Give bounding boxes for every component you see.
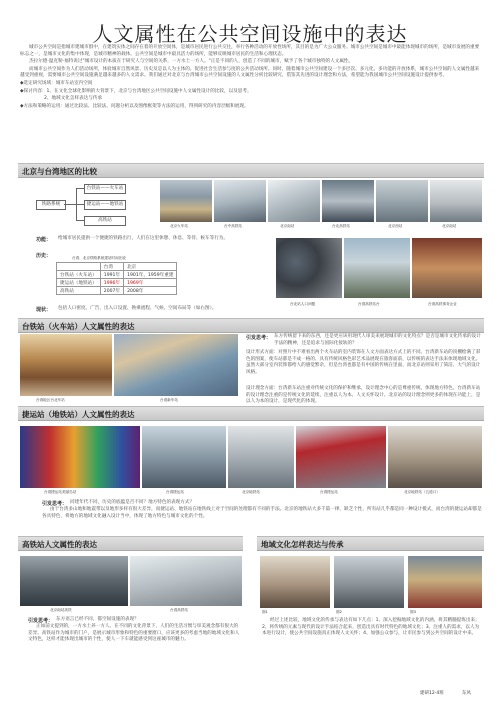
photo-caption: 台湾高铁站台: [358, 302, 380, 306]
station-photo: [20, 556, 128, 606]
photo-caption: 北京南站高铁: [50, 608, 72, 612]
section-title: 地域文化怎样表达与传承: [261, 540, 344, 549]
intro-bullet: 2、地域文化怎样表达与传承: [44, 96, 103, 102]
photo-caption: 台湾高铁站: [170, 608, 188, 612]
question-label: 引发思考：: [42, 501, 68, 507]
station-photo: [296, 426, 386, 488]
photo-caption: 北京南站: [442, 224, 457, 228]
station-photo: [388, 426, 482, 488]
section-text: 经过上述比较，地域文化的传承与表达有如下几点：1、深入挖掘地域文化的内涵，将其精髓提炼出来；2、将传统的元素与现代的设计手法结合起来，创造出具有时代特色的地域文化；3、注重人的需求，以人为本进行设计，使公共空间设施真正体现人文关怀；4、加强公众参与，让市民参与到公共空间的设计中来。: [262, 618, 480, 637]
section-title: 捷运站（地铁站）人文属性的表达: [22, 410, 135, 419]
station-photo: [376, 180, 428, 222]
question-text: 东方语言已经不同，都空间设施的表现？: [56, 617, 139, 622]
station-photo: [214, 180, 266, 222]
example-photo: [408, 556, 482, 608]
design-concept-text: 设计理念方面：台湾新车站注重对传统文化的保护和继承，设计理念中心的是尊重传统，体现地方特色。台湾新车站的设计理念注重的是传统文化的延续，注重以人为本、人文关怀设计。北京站的设计理念则更多的体现在功能上，是以人为本的设计，是现代化的体现。: [246, 386, 481, 405]
table-cell: 1901年，1959年重建: [124, 271, 177, 279]
station-photo: [268, 180, 320, 222]
station-photo: [20, 426, 140, 488]
photo-caption: 北京地铁站（五道口）: [404, 490, 440, 494]
section-title: 北京与台湾地区的比较: [22, 167, 97, 176]
intro-bullet: ◆方法和策略的运用：通过比较法、比较法、问题分析以及图像框架等方法的运用，得到研究的内容层级和展现。: [20, 103, 249, 109]
section-bar: [18, 318, 484, 333]
photo-caption: 台湾地区台北车站: [36, 398, 65, 402]
photo-caption: 台北站人口问题: [290, 302, 316, 306]
history-table: [56, 262, 177, 295]
footer-class: 建研12-4班: [420, 691, 444, 696]
station-photo: [114, 334, 238, 396]
photo-caption: 北京南站: [280, 224, 295, 228]
example-photo: [260, 556, 330, 608]
intro-paragraph: 而城市公共空间作为人们活动场所，体验城市自然风景、历史及是以人为主体的。促进社会生活参与度的公共活动场所。同时，随着城市公共空间建设一个多层次、多元化、多功能的开放体系，城市公共空间的人文属性越来越受到重视，需要城市公共空间设施满足越来越多的人文需求。我们通过对北京与台湾城市公共空间设施的人文属性分析比较研究，借鉴其先进的设计理念和方法，希望能为我国城市公共空间设施设计提供参考。: [20, 66, 480, 79]
photo-caption: 台中高铁站: [224, 224, 242, 228]
diagram-node: 捷运站——地铁站: [84, 200, 126, 210]
scope-text: 包括人口密度、广告、出入口设置、换乘流程、气候、空间布局等（如右图）。: [58, 306, 217, 311]
function-label: 功能：: [36, 237, 52, 243]
question-text: 东方传统留下来的东西，还是更应该用现代人审美来展现城市的文化特点？是否是城市文化传承的设计手法的精神，还是追求与国际化接轨的？: [274, 334, 481, 346]
scope-label: 现状：: [36, 307, 52, 313]
table-header: 北京: [124, 263, 177, 271]
station-photo: [344, 238, 410, 298]
photo-caption: 图2: [336, 610, 342, 614]
table-cell: 捷运站（地铁站）: [57, 279, 101, 287]
table-cell: 1969年: [124, 279, 177, 287]
section-bar: [18, 536, 243, 551]
station-photo: [130, 556, 242, 606]
photo-caption: 北京地铁站: [242, 490, 260, 494]
section-bar: [18, 163, 484, 178]
photo-caption: 台湾高铁事务企业: [428, 302, 457, 306]
section-bar: [257, 536, 484, 551]
history-note: 台湾、北京铁路系统建站时间比较: [72, 256, 126, 260]
history-label: 历史：: [36, 253, 52, 259]
table-row: [57, 279, 177, 287]
table-row: [57, 287, 177, 295]
function-text: 给城市居民提供一个便捷的铁路出行，人们在这里休憩、休息、等待、候车等行为。: [58, 236, 228, 241]
diagram-node: 台铁站——火车站: [84, 184, 126, 194]
section-text: 正如前文提到的，一方水土养一方人。在不同的文化背景下，人们的生活习惯与审美观念都有很大的差异。高铁站作为城市的门户，是展示城市形象和特色的重要窗口，应该更多的考虑当地的地域文化和人文特色，这样才能体现出城市的个性，使人一下车就能感受到这座城市的魅力。: [28, 624, 240, 643]
photo-caption: 台湾捷运站: [320, 490, 338, 494]
station-photo: [142, 426, 226, 488]
diagram-root: 铁路系统: [36, 200, 66, 210]
table-cell: 1996年: [100, 279, 123, 287]
diagram-node: 高铁站: [84, 216, 126, 226]
photo-caption: 图3: [410, 610, 416, 614]
page-title: 人文属性在公共空间设施中的表达: [92, 22, 408, 46]
intro-text: [20, 45, 482, 111]
section-text: 由于台湾多山地和地震带以及地形多样有很大差异，而捷运站、地铁站在地铁线上对于空间的处理都有不同的手法。北京的地铁站大多千篇一律，缺乏个性，所有站几乎都是同一种设计模式，而台湾的捷运站却都是各具特色，将地方的地域文化融入设计当中，体现了地方特色与城市文化的个性。: [42, 507, 482, 519]
intro-bullet: ◆选定研究场域：城市车站室内空间: [20, 80, 93, 86]
intro-paragraph: 城市公共空间是指城市建城市群中，在建筑实体之间存在着的开放空间体，是城市居民进行公共交往，举行各种活动的开放性场所，其目的是为广大公众服务。城市公共空间是城市中最能体现城市的场所，是城市发展的重要标志之一，是城市文化的集中体现，是城市精神的载体。公共空间是城市中最具活力的场所，能够反映城市居民的生活和心理状态。: [20, 45, 480, 57]
station-photo: [20, 334, 112, 396]
photo-caption: 北京西站: [388, 224, 403, 228]
photo-caption: 北京火车站: [170, 224, 188, 228]
intro-paragraph: 杰拉尔德·温克勒·福特说过"城市设计的本质在于研究人与空间的关系，一方水土一方人。"正是不同的人，创造了不同的城市，赋予了各个城市独特的人文属性。: [29, 59, 354, 65]
crowd-photo: [276, 238, 342, 298]
section-title: 高铁站人文属性的表达: [22, 540, 97, 549]
question-label: 引发思考：: [28, 618, 54, 624]
station-photo: [322, 180, 374, 222]
example-photo: [334, 556, 404, 608]
question-label: 引发思考：: [246, 335, 272, 341]
photo-caption: 台北高铁站: [332, 224, 350, 228]
table-cell: 1991年: [100, 271, 123, 279]
photo-caption: 台湾捷运站: [166, 490, 184, 494]
table-cell: 台铁站（火车站）: [57, 271, 101, 279]
table-header: 台湾: [100, 263, 123, 271]
intro-bullet: ◆探讨内容：1、在文化全球化影响的大背景下，北京与台湾地区公共空间设施中人文属性设计的比较，以及思考。: [20, 88, 252, 94]
station-photo: [160, 180, 212, 222]
table-cell: 2008年: [124, 287, 177, 295]
station-photo: [412, 238, 482, 298]
table-cell: 高铁站: [57, 287, 101, 295]
station-photo: [228, 426, 294, 488]
station-photo: [430, 180, 482, 222]
design-form-text: 设计形式方面：对照片中不难看出两个火车站的室内装饰在人文方面表达方式上的不同。台湾新车站的顶棚绘满了彩色的图案，使车站都是不成一格的、具有传统风格色彩艺术品展现在旅客面前，以传统的表达手法来体现地域文化。虽然大部分室内装饰都给人的感觉繁杂，但是台湾也都是有中国的传统在里面，而北京站则采用了简洁、大气的设计风格。: [246, 350, 481, 375]
question-text: 同建年代不同，历史的底蕴是否不同？地方特色的表现方式？: [70, 500, 195, 505]
photo-caption: 台湾新车站: [160, 398, 178, 402]
footer-author: 东风: [462, 691, 471, 696]
table-header: [57, 263, 101, 271]
section-title: 台铁站（火车站）人文属性的表达: [22, 322, 135, 331]
table-row: [57, 271, 177, 279]
photo-caption: 台湾捷运站美丽岛站: [44, 490, 77, 494]
section-bar: [18, 406, 484, 421]
photo-caption: 图1: [262, 610, 268, 614]
table-cell: 2007年: [100, 287, 123, 295]
